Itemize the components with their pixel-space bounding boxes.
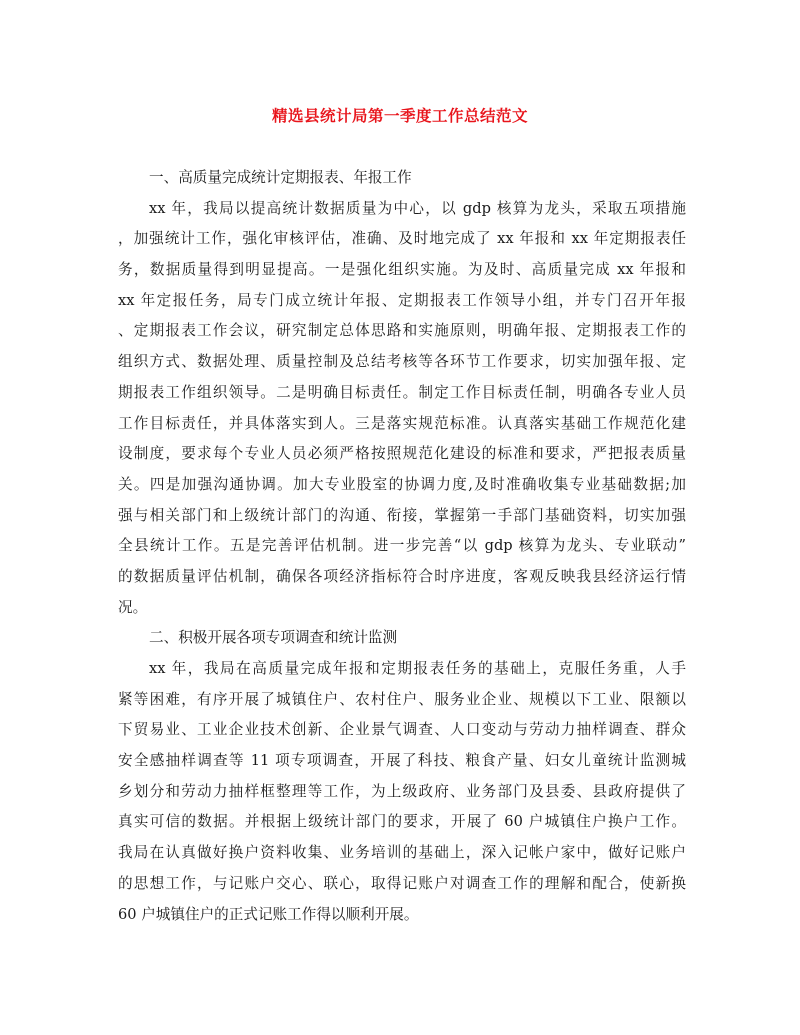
paragraph-line: 乡划分和劳动力抽样框整理等工作，为上级政府、业务部门及县委、县政府提供了 bbox=[118, 782, 686, 800]
paragraph-line: 期报表工作组织领导。二是明确目标责任。制定工作目标责任制，明确各专业人员 bbox=[118, 383, 686, 401]
paragraph-line: 关。四是加强沟通协调。加大专业股室的协调力度,及时准确收集专业基础数据;加 bbox=[118, 475, 686, 493]
paragraph-line: 的思想工作，与记账户交心、联心，取得记账户对调查工作的理解和配合，使新换 bbox=[118, 874, 686, 892]
paragraph-line: 安全感抽样调查等 11 项专项调查，开展了科技、粮食产量、妇女儿童统计监测城 bbox=[118, 752, 686, 770]
paragraph-line: 我局在认真做好换户资料收集、业务培训的基础上，深入记帐户家中，做好记账户 bbox=[118, 844, 686, 862]
section-heading: 二、积极开展各项专项调查和统计监测 bbox=[149, 629, 398, 647]
paragraph-line: ，加强统计工作，强化审核评估，准确、及时地完成了 xx 年报和 xx 年定期报表任 bbox=[118, 230, 686, 248]
section-heading: 一、高质量完成统计定期报表、年报工作 bbox=[149, 169, 412, 186]
paragraph-line: 全县统计工作。五是完善评估机制。进一步完善“以 gdp 核算为龙头、专业联动” bbox=[118, 537, 686, 555]
paragraph-line: 务，数据质量得到明显提高。一是强化组织实施。为及时、高质量完成 xx 年报和 bbox=[118, 261, 686, 279]
paragraph-line: 组织方式、数据处理、质量控制及总结考核等各环节工作要求，切实加强年报、定 bbox=[118, 353, 686, 371]
paragraph-line: 下贸易业、工业企业技术创新、企业景气调查、人口变动与劳动力抽样调查、群众 bbox=[118, 721, 686, 739]
paragraph-line: 真实可信的数据。并根据上级统计部门的要求，开展了 60 户城镇住户换户工作。 bbox=[118, 813, 686, 831]
paragraph-line: 、定期报表工作会议，研究制定总体思路和实施原则，明确年报、定期报表工作的 bbox=[118, 322, 686, 340]
paragraph-line: 60 户城镇住户的正式记账工作得以顺利开展。 bbox=[118, 905, 419, 923]
paragraph-line: xx 年，我局在高质量完成年报和定期报表任务的基础上，克服任务重，人手 bbox=[149, 660, 686, 677]
paragraph-line: 设制度，要求每个专业人员必须严格按照规范化建设的标准和要求，严把报表质量 bbox=[118, 445, 686, 463]
paragraph-line: 工作目标责任，并具体落实到人。三是落实规范标准。认真落实基础工作规范化建 bbox=[118, 414, 686, 432]
paragraph-line: 紧等困难，有序开展了城镇住户、农村住户、服务业企业、规模以下工业、限额以 bbox=[118, 690, 686, 708]
paragraph-line: 的数据质量评估机制，确保各项经济指标符合时序进度，客观反映我县经济运行情 bbox=[118, 567, 686, 585]
paragraph-line: 强与相关部门和上级统计部门的沟通、衔接，掌握第一手部门基础资料，切实加强 bbox=[118, 506, 686, 524]
section-1 bbox=[118, 163, 686, 930]
document-title: 精选县统计局第一季度工作总结范文 bbox=[271, 106, 528, 125]
paragraph-line: 况。 bbox=[118, 598, 148, 616]
paragraph-line: xx 年，我局以提高统计数据质量为中心，以 gdp 核算为龙头，采取五项措施 bbox=[149, 199, 686, 217]
paragraph-line: xx 年定报任务，局专门成立统计年报、定期报表工作领导小组，并专门召开年报 bbox=[118, 291, 686, 309]
